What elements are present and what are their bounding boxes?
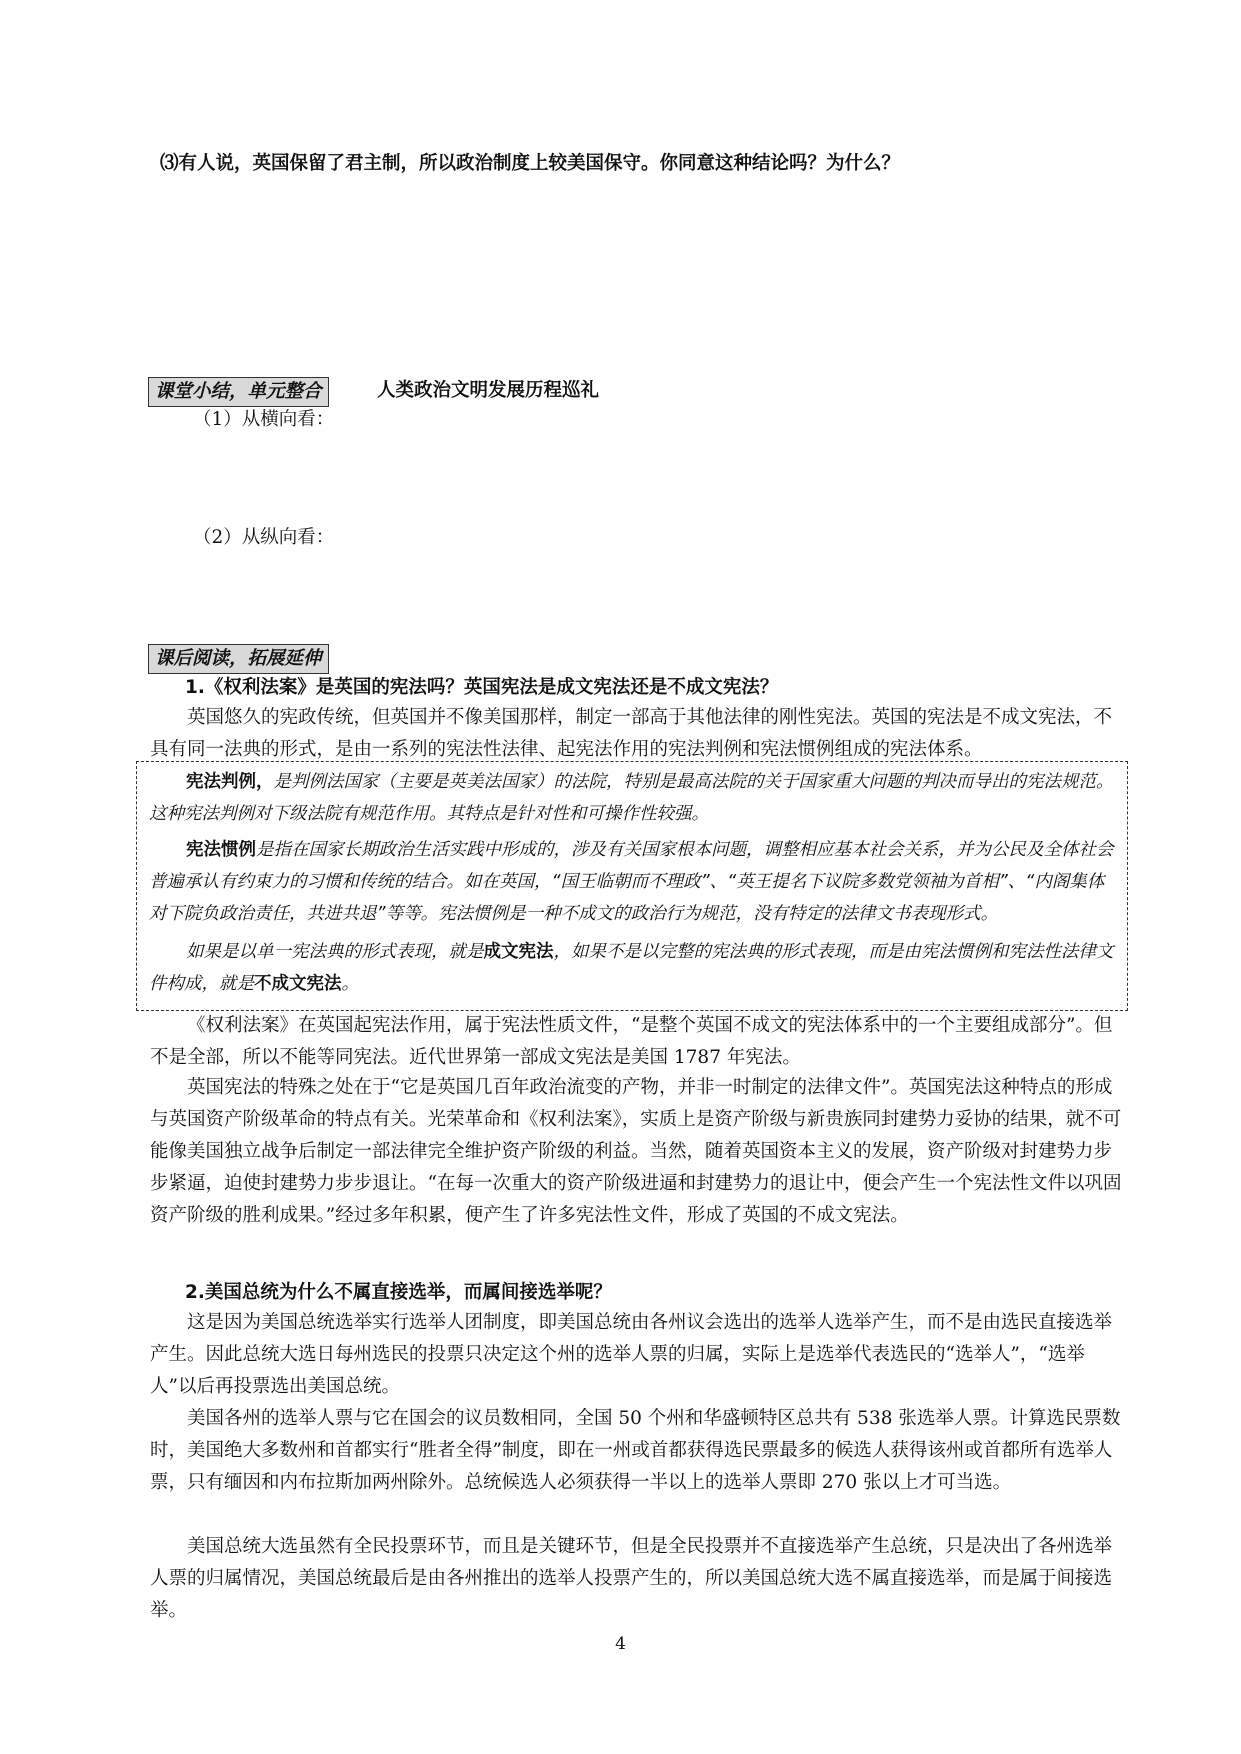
question-3: ⑶有人说，英国保留了君主制，所以政治制度上较美国保守。你同意这种结论吗？为什么？ — [160, 153, 901, 174]
q1-paragraph-3: 英国宪法的特殊之处在于“它是英国几百年政治流变的产物，并非一时制定的法律文件”。英国宪法这种特点的形成与英国资产阶级革命的特点有关。光荣革命和《权利法案》，实质上是资产阶级与新贵族同封建势力妥协的结果，就不可能像美国独立战争后制定一部法律完全维护资产阶级的利益。当然，随着英国资本主义的发展，资产阶级对封建势力步步紧逼，迫使封建势力步步退让。“在每一次重大的资产阶级进逼和封建势力的退让中，便会产生一个宪法性文件以巩固资产阶级的胜利成果。”经过多年积累，便产生了许多宪法性文件，形成了英国的不成文宪法。 — [150, 1077, 1122, 1226]
box-paragraph-2 — [149, 834, 1114, 930]
convention-text: 是指在国家长期政治生活实践中形成的，涉及有关国家根本问题，调整相应基本社会关系，并为公民及全体社会普遍承认有约束力的习惯和传统的结合。如在英国，“国王临朝而不理政”、“英王提名下议院多数党领袖为首相”、“内阁集体对下院负政治责任，共进共退”等等。宪法惯例是一种不成文的政治行为规范，没有特定的法律文书表现形式。 — [149, 840, 1114, 924]
summary-vertical: （2）从纵向看： — [193, 527, 335, 548]
summary-tag: 课堂小结，单元整合 — [148, 377, 329, 407]
q2-title: 2.美国总统为什么不属直接选举，而属间接选举呢？ — [185, 1282, 612, 1303]
q2-paragraph-1: 这是因为美国总统选举实行选举人团制度，即美国总统由各州议会选出的选举人选举产生，而不是由选民直接选举产生。因此总统大选日每州选民的投票只决定这个州的选举人票的归属，实际上是选举代表选民的“选举人”，“选举人”以后再投票选出美国总统。 — [150, 1312, 1113, 1397]
reading-tag: 课后阅读，拓展延伸 — [148, 644, 329, 674]
case-law-text: 是判例法国家（主要是英美法国家）的法院，特别是最高法院的关于国家重大问题的判决而导出的宪法规范。这种宪法判例对下级法院有规范作用。其特点是针对性和可操作性较强。 — [149, 772, 1114, 824]
q1-paragraph-1: 英国悠久的宪政传统，但英国并不像美国那样，制定一部高于其他法律的刚性宪法。英国的宪法是不成文宪法，不具有同一法典的形式，是由一系列的宪法性法律、起宪法作用的宪法判例和宪法惯例组成的宪法体系。 — [150, 707, 1113, 760]
summary-title: 人类政治文明发展历程巡礼 — [377, 380, 600, 401]
term-written: 成文宪法 — [483, 942, 554, 962]
term-case-law: 宪法判例， — [186, 772, 274, 792]
term-convention: 宪法惯例 — [186, 840, 256, 860]
box-p3-b: ，如果不是以完整的宪法典的形式表现，而是由宪法惯例和宪法性法律文件构成，就是 — [149, 942, 1114, 994]
term-unwritten: 不成文宪法 — [254, 974, 342, 994]
q1-title: 1.《权利法案》是英国的宪法吗？英国宪法是成文宪法还是不成文宪法？ — [185, 677, 779, 698]
page-number: 4 — [615, 1634, 626, 1654]
definition-box — [136, 761, 1128, 1011]
q2-paragraph-3: 美国总统大选虽然有全民投票环节，而且是关键环节，但是全民投票并不直接选举产生总统，只是决出了各州选举人票的归属情况，美国总统最后是由各州推出的选举人投票产生的，所以美国总统大选不属直接选举，而是属于间接选举。 — [150, 1536, 1113, 1621]
q2-paragraph-2: 美国各州的选举人票与它在国会的议员数相同，全国 50 个州和华盛顿特区总共有 538 张选举人票。计算选民票数时，美国绝大多数州和首都实行“胜者全得”制度，即在一州或首都获得选民票最多的候选人获得该州或首都所有选举人票，只有缅因和内布拉斯加两州除外。总统候选人必须获得一半以上的选举人票即 270 张以上才可当选。 — [150, 1408, 1121, 1493]
box-paragraph-1 — [149, 766, 1114, 830]
q1-paragraph-2: 《权利法案》在英国起宪法作用，属于宪法性质文件，“是整个英国不成文的宪法体系中的一个主要组成部分”。但不是全部，所以不能等同宪法。近代世界第一部成文宪法是美国 1787 年宪法。 — [150, 1015, 1113, 1068]
box-paragraph-3 — [149, 936, 1114, 1000]
box-p3-c: 。 — [341, 974, 359, 994]
summary-horizontal: （1）从横向看： — [193, 409, 335, 430]
box-p3-a: 如果是以单一宪法典的形式表现，就是 — [186, 942, 484, 962]
